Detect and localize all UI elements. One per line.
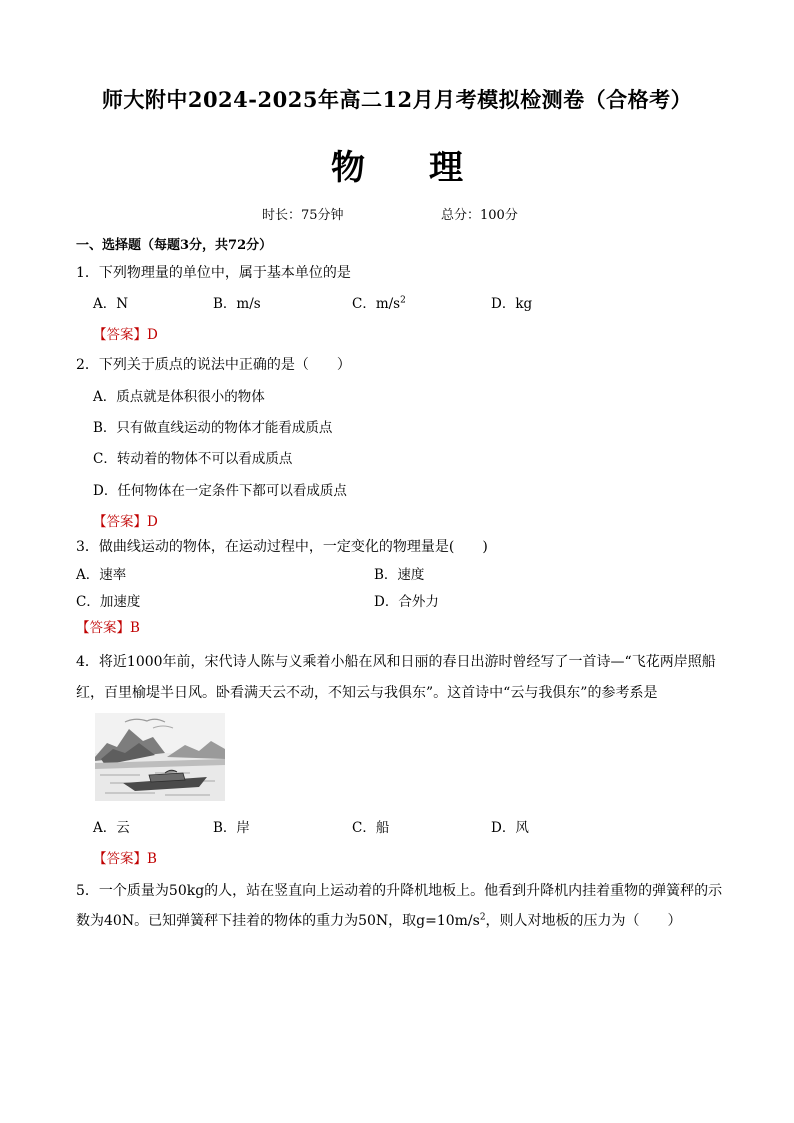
subject-title bbox=[0, 140, 794, 189]
subject-char-1: 物 bbox=[331, 148, 365, 188]
question-2-text: 2．下列关于质点的说法中正确的是（ ） bbox=[76, 357, 351, 373]
exam-duration: 时长：75分钟 bbox=[262, 208, 344, 223]
question-4-option-a: A．云 bbox=[93, 820, 130, 836]
exam-title: 师大附中2024-2025年高二12月月考模拟检测卷（合格考） bbox=[101, 87, 693, 112]
question-1-option-a: A．N bbox=[93, 296, 129, 312]
landscape-boat-picture bbox=[95, 713, 225, 801]
question-4-line-1: 4．将近1000年前，宋代诗人陈与义乘着小船在风和日丽的春日出游时曾经写了一首诗—“飞花两岸照船 bbox=[76, 654, 716, 670]
question-1-text: 1．下列物理量的单位中，属于基本单位的是 bbox=[76, 265, 351, 281]
question-3-option-c: C．加速度 bbox=[76, 594, 141, 610]
question-2-option-a: A．质点就是体积很小的物体 bbox=[93, 389, 265, 405]
question-3-option-b: B．速度 bbox=[374, 567, 425, 583]
landscape-boat-illustration bbox=[95, 713, 225, 801]
question-4-answer: 【答案】B bbox=[93, 851, 157, 867]
question-1-option-c: C．$m/s^2$ bbox=[352, 295, 406, 312]
question-5-line-2: 数为40N。已知弹簧秤下挂着的物体的重力为50N，取$g=10m/s^2$，则人对地板的压力为（ ） bbox=[76, 912, 682, 929]
question-4-option-b: B．岸 bbox=[213, 820, 250, 836]
question-1-option-b: B．m/s bbox=[213, 296, 261, 312]
subject-char-2: 理 bbox=[429, 148, 463, 188]
question-3-answer: 【答案】B bbox=[76, 620, 140, 636]
exam-total-score: 总分：100分 bbox=[441, 208, 518, 223]
question-3-text: 3．做曲线运动的物体，在运动过程中，一定变化的物理量是( ) bbox=[76, 539, 488, 555]
question-1-option-d: D．kg bbox=[491, 296, 533, 312]
section-heading: 一、选择题（每题3分，共72分） bbox=[76, 238, 273, 253]
question-4-option-d: D．风 bbox=[491, 820, 529, 836]
question-4-option-c: C．船 bbox=[352, 820, 390, 836]
question-2-option-d: D．任何物体在一定条件下都可以看成质点 bbox=[93, 483, 347, 499]
question-2-answer: 【答案】D bbox=[93, 514, 158, 530]
question-2-option-b: B．只有做直线运动的物体才能看成质点 bbox=[93, 420, 333, 436]
question-2-option-c: C．转动着的物体不可以看成质点 bbox=[93, 451, 293, 467]
question-4-line-2: 红，百里榆堤半日风。卧看满天云不动，不知云与我俱东”。这首诗中“云与我俱东”的参考系是 bbox=[76, 685, 658, 701]
question-3-option-a: A．速率 bbox=[76, 567, 127, 583]
question-1-answer: 【答案】D bbox=[93, 327, 158, 343]
question-5-line-1: 5．一个质量为50kg的人，站在竖直向上运动着的升降机地板上。他看到升降机内挂着重物的弹簧秤的示 bbox=[76, 883, 723, 899]
question-3-option-d: D．合外力 bbox=[374, 594, 439, 610]
